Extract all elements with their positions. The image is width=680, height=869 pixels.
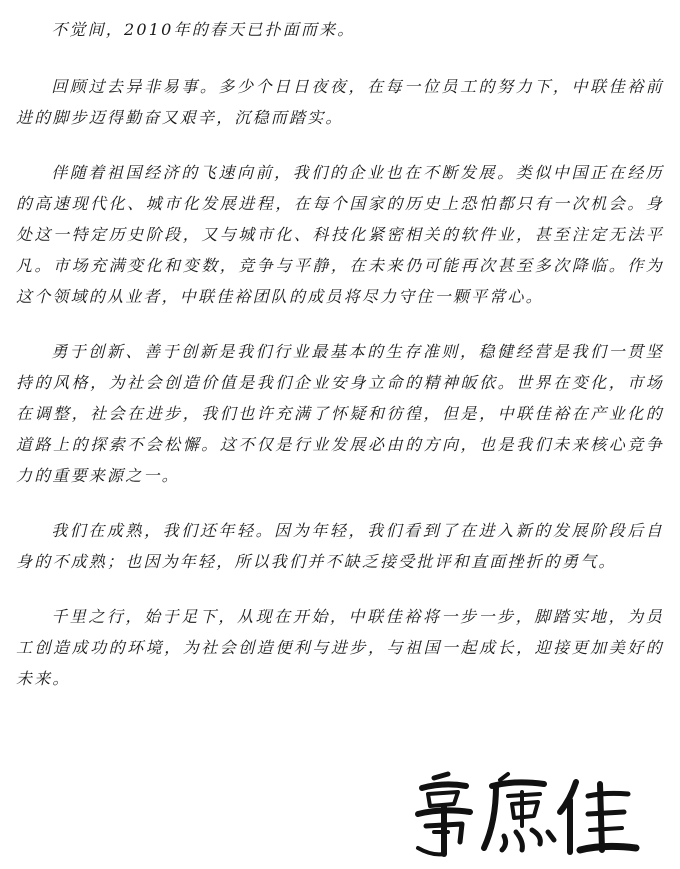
paragraph-closing: 千里之行，始于足下，从现在开始，中联佳裕将一步一步，脚踏实地，为员工创造成功的环境，为社会创造便利与进步，与祖国一起成长，迎接更加美好的未来。 <box>16 607 664 688</box>
letter-body <box>16 14 664 718</box>
paragraph-review: 回顾过去异非易事。多少个日日夜夜，在每一位员工的努力下，中联佳裕前进的脚步迈得勤奋又艰辛，沉稳而踏实。 <box>16 77 664 127</box>
paragraph-innovation: 勇于创新、善于创新是我们行业最基本的生存准则，稳健经营是我们一贯坚持的风格，为社会创造价值是我们企业安身立命的精神皈依。世界在变化，市场在调整，社会在进步，我们也许充满了怀疑和彷徨，但是，中联佳裕在产业化的道路上的探索不会松懈。这不仅是行业发展必由的方向，也是我们未来核心竞争力的重要来源之一。 <box>16 342 664 485</box>
paragraph-maturity: 我们在成熟，我们还年轻。因为年轻，我们看到了在进入新的发展阶段后自身的不成熟；也因为年轻，所以我们并不缺乏接受批评和直面挫折的勇气。 <box>16 521 664 571</box>
paragraph-development: 伴随着祖国经济的飞速向前，我们的企业也在不断发展。类似中国正在经历的高速现代化、城市化发展进程，在每个国家的历史上恐怕都只有一次机会。身处这一特定历史阶段，又与城市化、科技化紧密相关的软件业，甚至注定无法平凡。市场充满变化和变数，竞争与平静，在未来仍可能再次甚至多次降临。作为这个领域的从业者，中联佳裕团队的成员将尽力守住一颗平常心。 <box>16 163 664 306</box>
paragraph-opening: 不觉间，2010年的春天已扑面而来。 <box>51 20 356 39</box>
handwritten-signature <box>404 770 644 860</box>
signature-brush-strokes <box>404 770 644 860</box>
